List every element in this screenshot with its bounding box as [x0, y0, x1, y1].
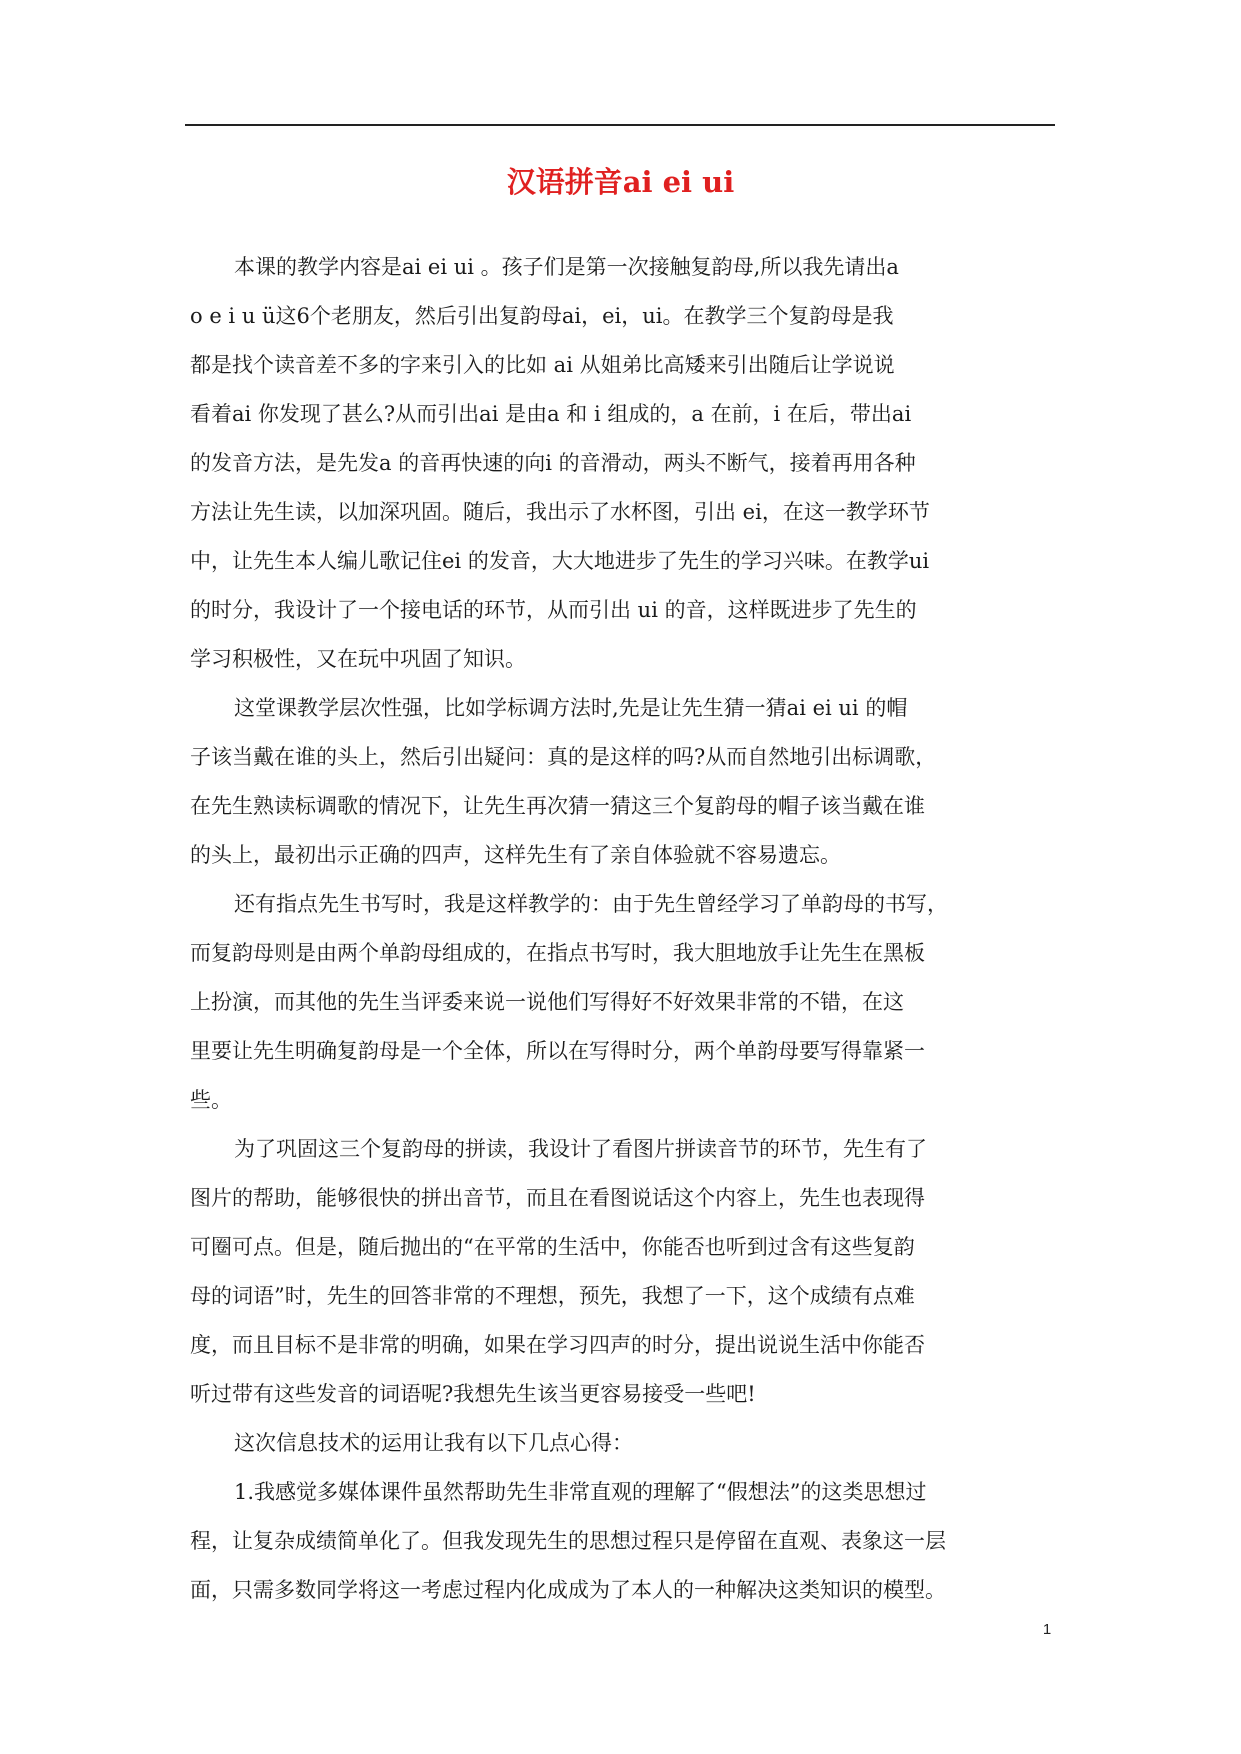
document-title: 汉语拼音ai ei ui: [506, 165, 735, 199]
text-line: 度，而且目标不是非常的明确，如果在学习四声的时分，提出说说生活中你能否: [190, 1333, 925, 1357]
text-line: o e i u ü这6个老朋友，然后引出复韵母ai，ei，ui。在教学三个复韵母是我: [190, 304, 894, 328]
paragraph: [190, 243, 1090, 684]
text-line: 为了巩固这三个复韵母的拼读，我设计了看图片拼读音节的环节，先生有了: [234, 1137, 927, 1161]
text-line: 里要让先生明确复韵母是一个全体，所以在写得时分，两个单韵母要写得靠紧一: [190, 1039, 925, 1063]
text-line: 可圈可点。但是，随后抛出的“在平常的生活中，你能否也听到过含有这些复韵: [190, 1235, 915, 1259]
text-line: 这次信息技术的运用让我有以下几点心得：: [234, 1431, 633, 1455]
text-line: 些。: [190, 1088, 232, 1112]
text-line: 听过带有这些发音的词语呢?我想先生该当更容易接受一些吧!: [190, 1382, 756, 1406]
text-line: 1.我感觉多媒体课件虽然帮助先生非常直观的理解了“假想法”的这类思想过: [234, 1480, 927, 1504]
document-body: [190, 243, 1090, 1615]
text-line: 中，让先生本人编儿歌记住ei 的发音，大大地进步了先生的学习兴味。在教学ui: [190, 549, 930, 573]
text-line: 本课的教学内容是ai ei ui 。孩子们是第一次接触复韵母,所以我先请出a: [234, 255, 899, 279]
header-rule: [185, 124, 1055, 126]
text-line: 这堂课教学层次性强，比如学标调方法时,先是让先生猜一猜ai ei ui 的帽: [234, 696, 908, 720]
text-line: 母的词语”时，先生的回答非常的不理想，预先，我想了一下，这个成绩有点难: [190, 1284, 915, 1308]
text-line: 学习积极性，又在玩中巩固了知识。: [190, 647, 526, 671]
paragraph: [190, 1125, 1090, 1419]
paragraph: [190, 880, 1090, 1125]
text-line: 在先生熟读标调歌的情况下，让先生再次猜一猜这三个复韵母的帽子该当戴在谁: [190, 794, 925, 818]
paragraph: [190, 1419, 1090, 1468]
paragraph: [190, 1468, 1090, 1615]
text-line: 的头上，最初出示正确的四声，这样先生有了亲自体验就不容易遗忘。: [190, 843, 841, 867]
text-line: 图片的帮助，能够很快的拼出音节，而且在看图说话这个内容上，先生也表现得: [190, 1186, 925, 1210]
text-line: 上扮演，而其他的先生当评委来说一说他们写得好不好效果非常的不错，在这: [190, 990, 904, 1014]
text-line: 还有指点先生书写时，我是这样教学的：由于先生曾经学习了单韵母的书写，: [234, 892, 948, 916]
page-number: 1: [1042, 1621, 1052, 1638]
text-line: 而复韵母则是由两个单韵母组成的，在指点书写时，我大胆地放手让先生在黑板: [190, 941, 925, 965]
text-line: 方法让先生读，以加深巩固。随后，我出示了水杯图，引出 ei，在这一教学环节: [190, 500, 930, 524]
text-line: 子该当戴在谁的头上，然后引出疑问：真的是这样的吗?从而自然地引出标调歌，: [190, 745, 937, 769]
text-line: 程，让复杂成绩简单化了。但我发现先生的思想过程只是停留在直观、表象这一层: [190, 1529, 946, 1553]
text-line: 的发音方法，是先发a 的音再快速的向i 的音滑动，两头不断气，接着再用各种: [190, 451, 916, 475]
text-line: 看着ai 你发现了甚么?从而引出ai 是由a 和 i 组成的，a 在前，i 在后，带出ai: [190, 402, 912, 426]
text-line: 面，只需多数同学将这一考虑过程内化成成为了本人的一种解决这类知识的模型。: [190, 1578, 946, 1602]
text-line: 都是找个读音差不多的字来引入的比如 ai 从姐弟比高矮来引出随后让学说说: [190, 353, 895, 377]
text-line: 的时分，我设计了一个接电话的环节，从而引出 ui 的音，这样既进步了先生的: [190, 598, 917, 622]
paragraph: [190, 684, 1090, 880]
